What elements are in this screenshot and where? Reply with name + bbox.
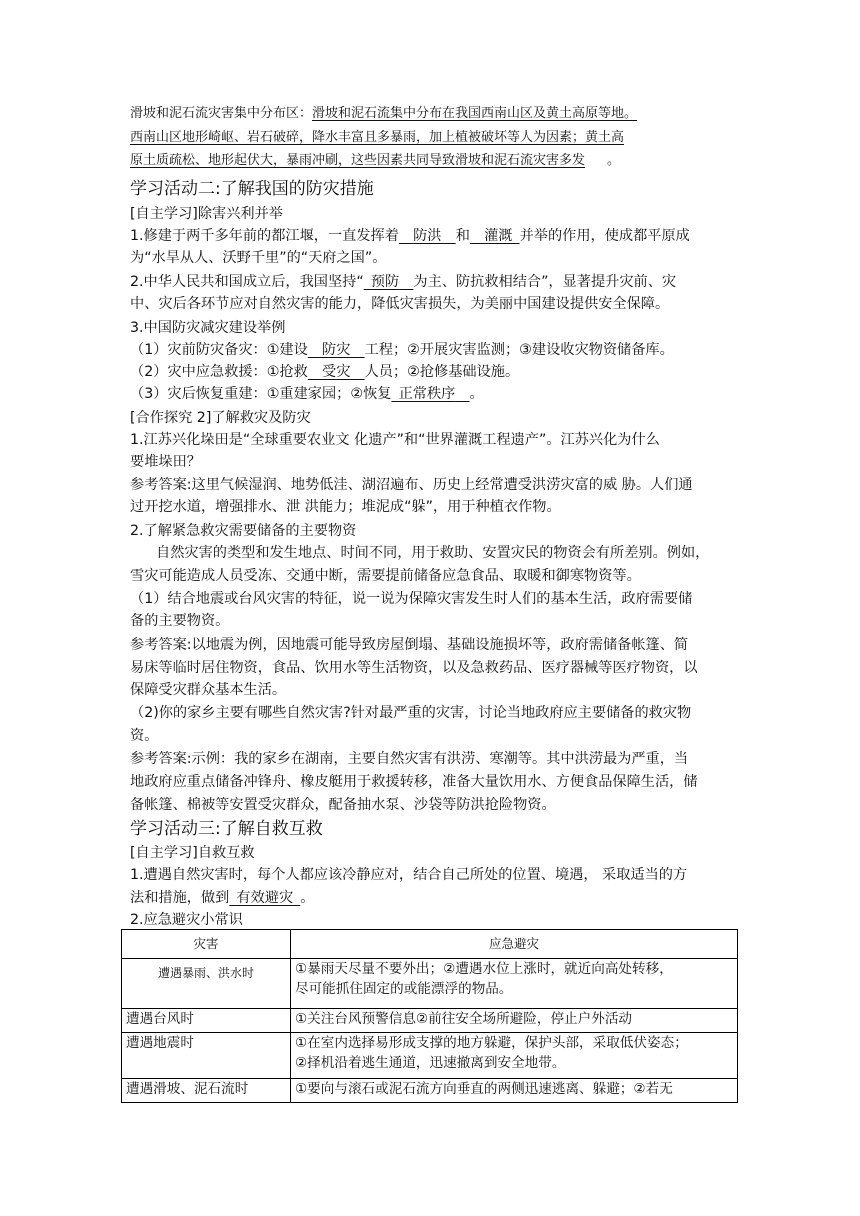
a2-p1-text: 1.修建于两千多年前的都江堰，一直发挥着 — [130, 228, 399, 244]
item-end: 工程；②开展灾害监测；③建设收灾物资储备库。 — [364, 342, 674, 358]
answer-text: 防洪 — [413, 228, 442, 244]
a2-p2-end: 为主、防抗救相结合”，显著提升灾前、灾 — [413, 274, 677, 290]
a3-p1-pre: 法和措施，做到 — [130, 890, 230, 906]
item-pre: （1）灾前防灾备灾：①建设 — [130, 342, 308, 358]
intro-line-2: 西南山区地形崎岖、岩石破碎，降水丰富且多暴雨，加上植被破坏等人为因素；黄土高 — [130, 130, 625, 145]
answer-blank — [308, 364, 365, 380]
a2-a1-line2: 过开挖水道，增强排水、泄 洪能力；堆泥成“躲”，用于种植衣作物。 — [130, 499, 561, 515]
hazard-cell: 遭遇暴雨、洪水时 — [122, 959, 291, 1009]
answer-text: 灌溉 — [484, 228, 513, 244]
response-cell — [291, 1079, 738, 1103]
response-line: ①暴雨天尽量不要外出；②遭遇水位上涨时，就近向高处转移， — [295, 961, 673, 977]
a2-p1-line2: 为“水旱从人、沃野千里”的“天府之国”。 — [130, 250, 387, 266]
a2-q2-sub2-line2: 资。 — [130, 728, 159, 744]
disaster-tips-table — [121, 929, 738, 1103]
table-row — [122, 959, 738, 1009]
activity2-self-study: [自主学习]除害兴利并举 — [130, 206, 283, 222]
hazard-cell: 遭遇地震时 — [122, 1033, 291, 1079]
intro-line-1 — [130, 104, 637, 124]
answer-text: 受灾 — [322, 364, 351, 380]
a2-p2-line1 — [130, 272, 676, 292]
response-line: ①在室内选择易形成支撑的地方躲避，保护头部，采取低伏姿态； — [295, 1035, 688, 1051]
item-end: 。 — [469, 386, 484, 402]
a2-p1-line1 — [130, 226, 690, 246]
table-header-response: 应急避灾 — [291, 930, 738, 959]
response-line: ①要向与滚石或泥石流方向垂直的两侧迅速逃离、躲避；②若无 — [295, 1081, 673, 1097]
a2-q2-sub2-line1: （2)你的家乡主要有哪些自然灾害?针对最严重的灾害，讨论当地政府应主要储备的救灾物 — [130, 705, 692, 721]
activity3-self-study: [自主学习]自救互救 — [130, 845, 255, 861]
a2-item-2 — [130, 362, 519, 382]
a2-a1-line1: 参考答案:这里气候湿润、地势低洼、湖沼遍布、历史上经常遭受洪涝灾富的威 胁。人们通 — [130, 477, 693, 493]
a2-a2-line2: 易床等临时居住物资，食品、饮用水等生活物资，以及急救药品、医疗器械等医疗物资，以 — [130, 660, 698, 676]
answer-blank — [364, 274, 414, 290]
table-row — [122, 1033, 738, 1079]
a2-p2-pre: 2.中华人民共和国成立后，我国坚持“ — [130, 274, 364, 290]
a2-p3: 3.中国防灾减灾建设举例 — [130, 320, 286, 336]
hazard-cell: 遭遇台风时 — [122, 1009, 291, 1033]
a3-p1-end: 。 — [300, 890, 315, 906]
a3-p1-line2 — [130, 888, 314, 908]
response-cell — [291, 1009, 738, 1033]
a2-a3-line1: 参考答案:示例：我的家乡在湖南，主要自然灾害有洪涝、寒潮等。其中洪涝最为严重，当 — [130, 751, 689, 767]
a2-q1-line2: 要堆垛田？ — [130, 454, 201, 470]
answer-text: 正常秩序 — [398, 386, 456, 402]
a2-a3-line3: 备帐篷、棉被等安置受灾群众，配备抽水泵、沙袋等防洪抢险物资。 — [130, 797, 556, 813]
a2-q2-sub1-line1: （1）结合地震或台风灾害的特征，说一说为保障灾害发生时人们的基本生活，政府需要储 — [130, 591, 693, 607]
intro-label: 滑坡和泥石流灾害集中分布区： — [130, 106, 313, 121]
a2-q2: 2.了解紧急救灾需要储备的主要物资 — [130, 523, 357, 539]
response-line: 尽可能抓住固定的或能漂浮的物品。 — [295, 981, 513, 997]
answer-blank — [399, 228, 456, 244]
answer-text: 有效避灾 — [236, 890, 294, 906]
a2-item-1 — [130, 340, 674, 360]
a3-p1-line1: 1.遭遇自然灾害时，每个人都应该冷静应对，结合自己所处的位置、境遇， 采取适当的方 — [130, 867, 688, 883]
answer-blank — [391, 386, 469, 402]
a2-p1-end: 并举的作用，使成都平原成 — [519, 228, 690, 244]
a2-a2-line3: 保障受灾群众基本生活。 — [130, 682, 287, 698]
table-header-row — [122, 930, 738, 959]
response-line: ①关注台风预警信息②前往安全场所避险，停止户外活动 — [295, 1011, 633, 1027]
response-cell — [291, 1033, 738, 1079]
a2-p1-mid: 和 — [455, 228, 470, 244]
a2-q2-sub1-line2: 备的主要物资。 — [130, 613, 230, 629]
a2-coop: [合作探究 2]了解救灾及防灾 — [130, 410, 311, 426]
item-end: 人员；②抢修基础设施。 — [364, 364, 520, 380]
a2-q2-para-2: 雪灾可能造成人员受冻、交通中断，需要提前储备应急食品、取暖和御寒物资等。 — [130, 568, 641, 584]
a2-p2-line2: 中、灾后各环节应对自然灾害的能力，降低灾害损失，为美丽中国建设提供安全保障。 — [130, 296, 670, 312]
hazard-cell: 遭遇滑坡、泥石流时 — [122, 1079, 291, 1103]
a2-a2-line1: 参考答案:以地震为例，因地震可能导致房屋倒塌、基础设施损坏等，政府需储备帐篷、简 — [130, 637, 689, 653]
answer-text: 预防 — [370, 274, 400, 290]
response-line: ②择机沿着逃生通道，迅速撤离到安全地带。 — [295, 1055, 566, 1071]
intro-answer: 滑坡和泥石流集中分布在我国西南山区及黄土高原等地。 — [312, 106, 638, 121]
table-row — [122, 1079, 738, 1103]
response-cell — [291, 959, 738, 1009]
a2-q1-line1: 1.江苏兴化垛田是“全球重要农业文 化遗产”和“世界灌溉工程遗产”。江苏兴化为什么 — [130, 432, 660, 448]
intro-line-3-text: 原土质疏松、地形起伏大，暴雨冲刷，这些因素共同导致滑坡和泥石流灾害多发 — [130, 153, 586, 168]
answer-text: 防灾 — [322, 342, 351, 358]
table-row — [122, 1009, 738, 1033]
answer-blank — [470, 228, 520, 244]
a2-item-3 — [130, 384, 484, 404]
answer-blank — [308, 342, 365, 358]
a2-a3-line2: 地政府应重点储备冲锋舟、橡皮艇用于救援转移，准备大量饮用水、方便食品保障生活，储 — [130, 774, 698, 790]
item-pre: （3）灾后恢复重建：①重建家园；②恢复 — [130, 386, 392, 402]
a2-q2-para-1: 自然灾害的类型和发生地点、时间不同，用于救助、安置灾民的物资会有所差别。例如， — [156, 545, 710, 561]
activity2-title: 学习活动二:了解我国的防灾措施 — [130, 179, 374, 199]
answer-blank — [229, 890, 300, 906]
item-pre: （2）灾中应急救援：①抢救 — [130, 364, 308, 380]
intro-line-3 — [130, 151, 620, 171]
a3-p2: 2.应急避灾小常识 — [130, 912, 243, 928]
intro-line-3-end: 。 — [607, 153, 621, 168]
activity3-title: 学习活动三:了解自救互救 — [130, 819, 323, 839]
table-header-hazard: 灾害 — [122, 930, 291, 959]
